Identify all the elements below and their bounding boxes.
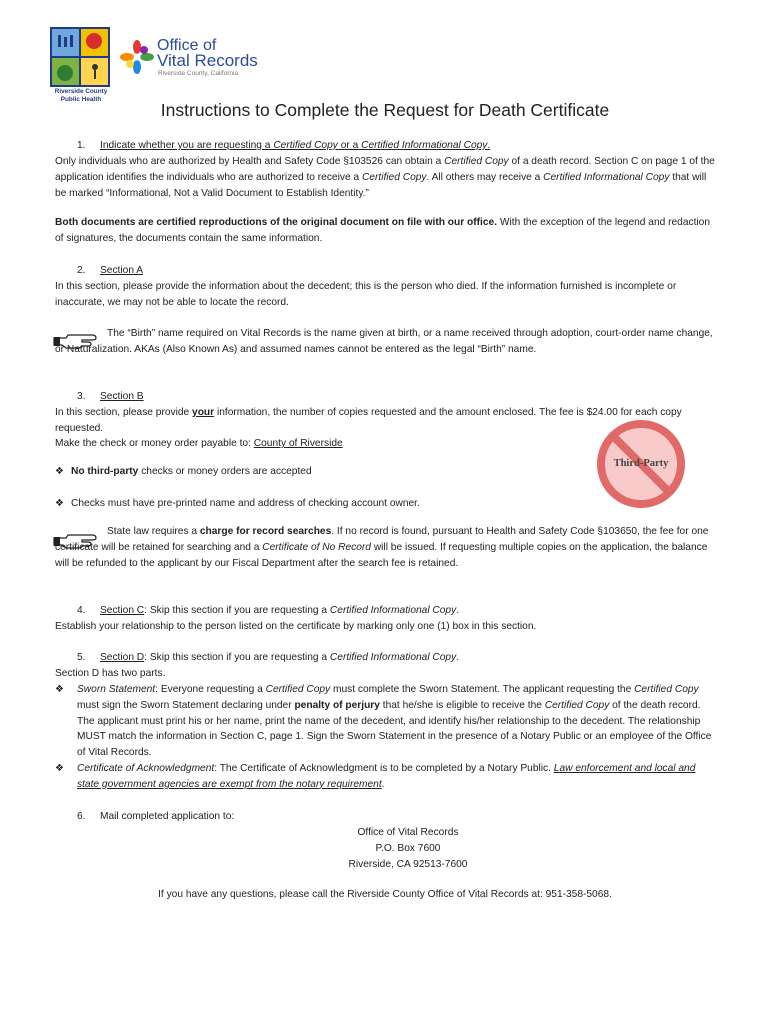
s3-note-c: will be issued. If requesting multiple copies on the application, the balance will be refunded to the applicant by our Fiscal Department after the search fee is retained.: [55, 541, 708, 569]
section-4-heading-text: Section C: [100, 605, 145, 616]
s1-heading-pre: Indicate whether you are requesting a: [100, 140, 274, 151]
s1-p1-c: . All others may receive a: [426, 171, 544, 183]
section-2-paragraph: In this section, please provide the information about the decedent; this is the person who died. If the information furnished is incomplete or inaccurate, we may not be able to locate the record.: [55, 281, 677, 308]
office-logo-sub: Riverside County, California: [158, 70, 239, 77]
section-1-heading-text: [100, 140, 490, 151]
flower-icon: [120, 40, 154, 74]
s1-p1-em2: Certified Copy: [361, 171, 427, 183]
s5-heading-em: Certified Informational Copy: [329, 652, 457, 663]
section-1-paragraph-2: [55, 215, 715, 247]
s1-heading-end: .: [487, 140, 491, 151]
address-line-1: Office of Vital Records: [357, 827, 459, 838]
diamond-bullet-icon: ❖: [55, 466, 64, 477]
s5-b1-em2: Certified Copy: [634, 684, 699, 695]
section-5-heading: [55, 650, 717, 666]
section-2-number: 2.: [77, 265, 86, 276]
s1-heading-informational-copy: Certified Informational Copy: [361, 140, 488, 151]
s1-p2-rest: With the exception of the legend and redaction of signatures, the documents contain the same information.: [55, 217, 711, 244]
no-third-party-stamp: [596, 419, 686, 509]
s3-p1-your: your: [192, 407, 215, 418]
s5-b1-e: of the death record. The applicant must print his or her name, print the name of the decedent, and identify his/her relationship to the decedent. The relationship MUST match the information in Section C, page 1. Sign the Sworn Statement in the presence of a Notary Public or an employee of the Office of Vital Records.: [77, 699, 712, 759]
s3-p1-b: information, the number of copies requested and the amount enclosed. The fee is $24.00 for each copy requested.: [55, 407, 682, 434]
s5-heading-rest: : Skip this section if you are requesting a: [144, 652, 330, 663]
s1-p2-bold: Both documents are certified reproductions of the original document on file with our office.: [55, 217, 498, 228]
address-line-2: P.O. Box 7600: [375, 843, 441, 854]
s3-payable-label: Make the check or money order payable to:: [55, 438, 254, 449]
county-logo-caption: Riverside County Public Health: [54, 88, 108, 103]
s5-b1-a: : Everyone requesting a: [155, 684, 266, 695]
section-4-paragraph: Establish your relationship to the person listed on the certificate by marking only one (1) box in this section.: [55, 621, 537, 632]
section-5-bullet-1: [55, 682, 715, 761]
office-logo-line2: Vital Records: [157, 51, 258, 70]
s1-heading-mid: or a: [337, 140, 362, 151]
section-1-number: 1.: [77, 140, 86, 151]
section-5-heading-text: Section D: [100, 652, 145, 663]
contact-footer: If you have any questions, please call the Riverside County Office of Vital Records at: 951-358-5068.: [158, 889, 612, 900]
s5-b2-underlined: Law enforcement and local and state government agencies are exempt from the notary requirement: [77, 763, 696, 790]
section-6-number: 6.: [77, 811, 86, 822]
section-3-heading-text: Section B: [100, 391, 144, 402]
stamp-label: Third-Party: [613, 458, 669, 469]
s1-p1-d: that will be marked “Informational, Not a Valid Document to Establish Identity.”: [55, 171, 707, 199]
section-1-heading: [55, 138, 717, 154]
s1-p1-em1: Certified Copy: [444, 156, 509, 167]
s1-p1-a: Only individuals who are authorized by Health and Safety Code §103526 can obtain a: [55, 156, 445, 167]
section-4-number: 4.: [77, 605, 86, 616]
s3-b1-bold: No third-party: [71, 466, 139, 477]
section-1-paragraph-1: [55, 154, 715, 201]
s5-b1-em3: Certified Copy: [544, 699, 610, 711]
s5-b2-a: : The Certificate of Acknowledgment is to be completed by a Notary Public.: [214, 763, 554, 774]
county-logo-graphic: [50, 27, 110, 87]
section-3-number: 3.: [77, 391, 86, 402]
section-3-note: [55, 524, 715, 571]
section-6-heading: [55, 809, 717, 825]
s5-b2-end: .: [381, 778, 385, 790]
s5-b1-b: must complete the Sworn Statement. The applicant requesting the: [330, 684, 635, 695]
s4-heading-end: .: [456, 605, 460, 616]
s3-note-b: . If no record is found, pursuant to Health and Safety Code §103650, the fee for one certificate will be retained for searching and a: [55, 526, 709, 553]
s5-b1-bold: penalty of perjury: [294, 699, 380, 711]
s5-b1-d: that he/she is eligible to receive the: [379, 699, 545, 711]
s5-b2-title: Certificate of Acknowledgment: [77, 763, 215, 774]
section-5-bullet-2: [55, 761, 715, 793]
diamond-bullet-icon: ❖: [55, 498, 64, 509]
county-logo: [50, 27, 110, 87]
diamond-bullet-icon: ❖: [55, 763, 64, 774]
s3-note-em: Certificate of No Record: [262, 541, 371, 553]
s3-b2: Checks must have pre-printed name and address of checking account owner.: [71, 498, 420, 509]
s1-p1-b: of a death record. Section C on page 1 of the application identifies the individuals who are authorized to receive a: [55, 156, 715, 183]
s5-heading-end: .: [456, 652, 460, 663]
section-6-heading-text: Mail completed application to:: [100, 811, 235, 822]
section-3-heading: [55, 389, 717, 405]
address-line-3: Riverside, CA 92513-7600: [348, 859, 468, 870]
s3-p1-a: In this section, please provide: [55, 407, 193, 418]
section-2-heading-text: Section A: [100, 265, 144, 276]
s3-note-a: State law requires a: [107, 526, 200, 537]
s3-note-bold: charge for record searches: [199, 526, 332, 537]
s3-b1-rest: checks or money orders are accepted: [138, 466, 312, 477]
s4-heading-rest: : Skip this section if you are requesting a: [144, 605, 330, 616]
diamond-bullet-icon: ❖: [55, 684, 64, 695]
s5-b1-title: Sworn Statement: [77, 684, 156, 695]
s5-b1-c: must sign the Sworn Statement declaring under: [77, 699, 295, 711]
office-logo-line1: Office of: [157, 37, 217, 54]
office-logo: [120, 38, 260, 80]
mailing-address: [0, 825, 770, 873]
s1-heading-certified-copy: Certified Copy: [273, 140, 338, 151]
section-5-paragraph: Section D has two parts.: [55, 668, 166, 679]
s5-b1-em1: Certified Copy: [265, 684, 331, 695]
section-4-heading: [55, 603, 717, 619]
section-2-note: The “Birth” name required on Vital Records is the name given at birth, or a name received through adoption, court-order name change, or Naturalization. AKAs (Also Known As) and assumed names cannot be entered as the legal “Birth” name.: [55, 328, 713, 355]
s1-p1-em3: Certified Informational Copy: [543, 171, 670, 183]
section-2-heading: [55, 263, 717, 279]
page-title: Instructions to Complete the Request for Death Certificate: [160, 100, 610, 120]
s4-heading-em: Certified Informational Copy: [329, 605, 457, 616]
section-5-number: 5.: [77, 652, 86, 663]
s3-payee: County of Riverside: [253, 438, 343, 449]
